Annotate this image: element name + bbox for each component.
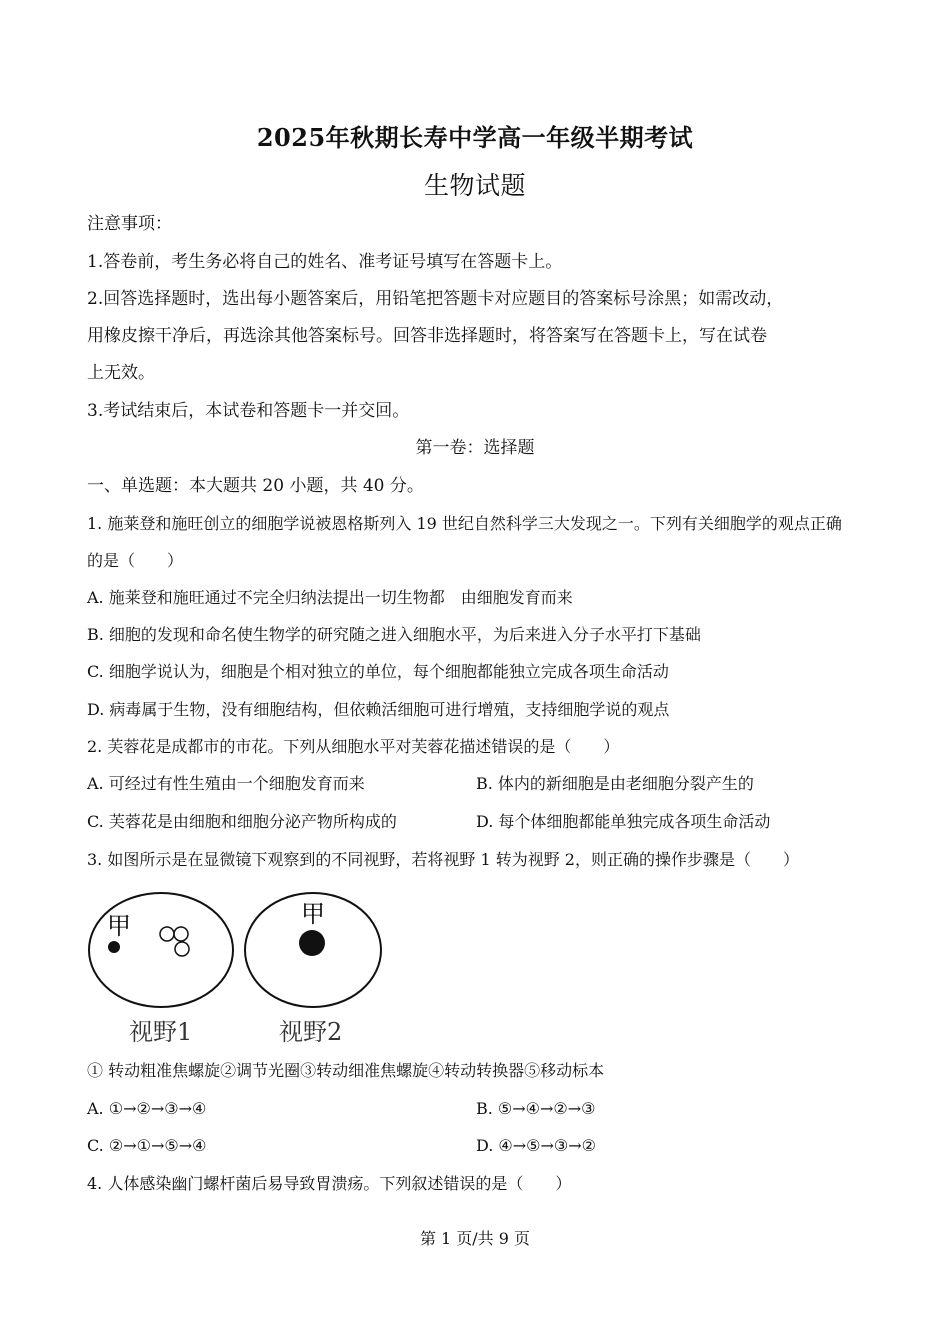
field-1-small-circle-1: [160, 927, 174, 941]
q2-stem: 2. 芙蓉花是成都市的市花。下列从细胞水平对芙蓉花描述错误的是（ ）: [87, 737, 620, 756]
q1-option-d: D. 病毒属于生物，没有细胞结构，但依赖活细胞可进行增殖，支持细胞学说的观点: [87, 700, 670, 719]
q3-option-c: C. ②→①→⑤→④: [87, 1136, 207, 1155]
q3-stem: 3. 如图所示是在显微镜下观察到的不同视野，若将视野 1 转为视野 2，则正确的操作步骤是（ ）: [87, 850, 799, 869]
exam-title: 2025年秋期长寿中学高一年级半期考试: [256, 123, 694, 152]
microscope-fields-figure: [85, 888, 390, 1048]
q3-option-d: D. ④→⑤→③→②: [476, 1136, 597, 1155]
q2-option-a: A. 可经过有性生殖由一个细胞发育而来: [87, 774, 365, 793]
field-1-caption: 视野1: [129, 1018, 193, 1046]
notice-item-2-line-1: 2.回答选择题时，选出每小题答案后，用铅笔把答题卡对应题目的答案标号涂黑；如需改动，: [87, 289, 784, 309]
notice-item-2-line-3: 上无效。: [87, 363, 155, 383]
q1-stem-line-2: 的是（ ）: [87, 551, 184, 570]
field-2-label-jia: 甲: [301, 900, 325, 928]
q3-option-b: B. ⑤→④→②→③: [476, 1099, 596, 1118]
field-1-label-jia: 甲: [107, 912, 131, 940]
q3-steps: ① 转动粗准焦螺旋②调节光圈③转动细准焦螺旋④转动转换器⑤移动标本: [87, 1061, 605, 1080]
notice-item-2-line-2: 用橡皮擦干净后，再选涂其他答案标号。回答非选择题时，将答案写在答题卡上，写在试卷: [87, 326, 767, 346]
exam-subtitle: 生物试题: [423, 171, 526, 200]
field-2-caption: 视野2: [279, 1018, 343, 1046]
field-1-target-dot: [108, 941, 120, 953]
part-title: 第一卷：选择题: [415, 438, 535, 458]
q2-option-d: D. 每个体细胞都能单独完成各项生命活动: [476, 812, 771, 831]
notice-item-1: 1.答卷前，考生务必将自己的姓名、准考证号填写在答题卡上。: [87, 252, 563, 272]
q1-stem-line-1: 1. 施莱登和施旺创立的细胞学说被恩格斯列入 19 世纪自然科学三大发现之一。下列有关细胞学的观点正确: [87, 514, 842, 533]
q2-option-c: C. 芙蓉花是由细胞和细胞分泌产物所构成的: [87, 812, 397, 831]
field-2-target-dot: [299, 930, 325, 956]
field-1-small-circle-2: [174, 927, 188, 941]
field-1-small-circle-3: [175, 942, 189, 956]
q1-option-a: A. 施莱登和施旺通过不完全归纳法提出一切生物都 由细胞发育而来: [87, 588, 573, 607]
notice-item-3: 3.考试结束后，本试卷和答题卡一并交回。: [87, 401, 410, 421]
q3-option-a: A. ①→②→③→④: [87, 1099, 207, 1118]
section-heading: 一、单选题：本大题共 20 小题，共 40 分。: [87, 476, 424, 496]
q4-stem: 4. 人体感染幽门螺杆菌后易导致胃溃疡。下列叙述错误的是（ ）: [87, 1174, 572, 1193]
q1-option-c: C. 细胞学说认为，细胞是个相对独立的单位，每个细胞都能独立完成各项生命活动: [87, 662, 669, 681]
page-footer: 第 1 页/共 9 页: [419, 1229, 531, 1248]
microscope-fields-svg: [85, 888, 390, 1048]
q1-option-b: B. 细胞的发现和命名使生物学的研究随之进入细胞水平，为后来进入分子水平打下基础: [87, 625, 701, 644]
q2-option-b: B. 体内的新细胞是由老细胞分裂产生的: [476, 774, 754, 793]
notice-heading: 注意事项：: [87, 214, 172, 234]
